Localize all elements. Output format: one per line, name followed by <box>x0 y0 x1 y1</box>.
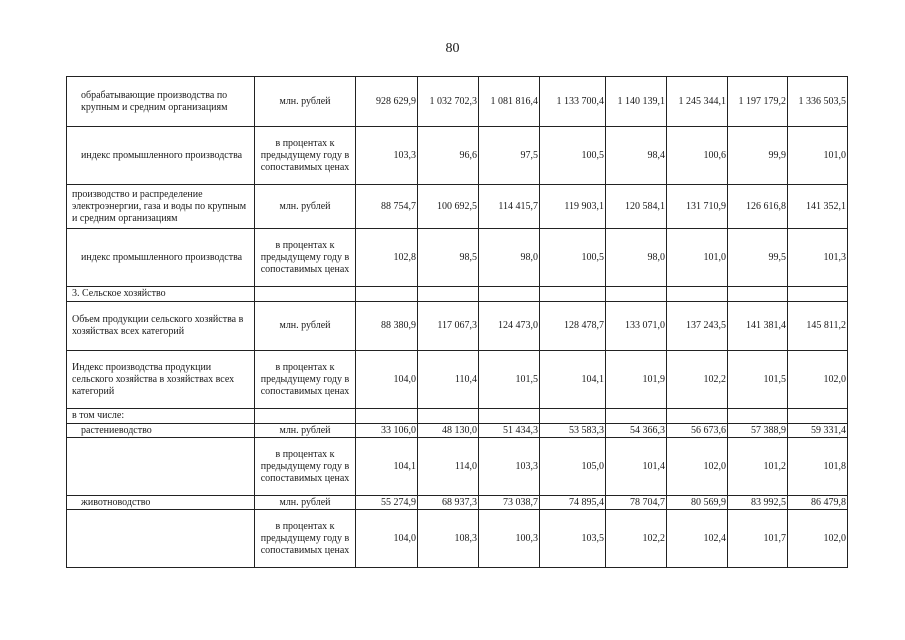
table-row <box>67 438 848 496</box>
value-cell: 103,3 <box>479 438 540 496</box>
value-cell: 1 081 816,4 <box>479 77 540 127</box>
unit-cell: в процентах к предыдущему году в сопоставимых ценах <box>255 438 356 496</box>
value-cell: 114 415,7 <box>479 185 540 229</box>
value-cell: 104,0 <box>356 510 418 568</box>
value-cell: 100,6 <box>667 127 728 185</box>
value-cell: 99,9 <box>728 127 788 185</box>
indicator-name: индекс промышленного производства <box>67 229 255 287</box>
value-cell <box>667 287 728 302</box>
unit-cell: в процентах к предыдущему году в сопоставимых ценах <box>255 510 356 568</box>
value-cell: 100 692,5 <box>418 185 479 229</box>
value-cell: 104,0 <box>356 351 418 409</box>
value-cell: 104,1 <box>356 438 418 496</box>
value-cell <box>788 409 848 424</box>
value-cell: 99,5 <box>728 229 788 287</box>
value-cell: 55 274,9 <box>356 496 418 510</box>
value-cell: 120 584,1 <box>606 185 667 229</box>
value-cell: 101,2 <box>728 438 788 496</box>
indicator-name: растениеводство <box>67 424 255 438</box>
value-cell: 1 133 700,4 <box>540 77 606 127</box>
value-cell: 103,5 <box>540 510 606 568</box>
value-cell: 101,3 <box>788 229 848 287</box>
value-cell: 102,0 <box>788 351 848 409</box>
value-cell: 131 710,9 <box>667 185 728 229</box>
unit-cell: млн. рублей <box>255 496 356 510</box>
value-cell: 1 245 344,1 <box>667 77 728 127</box>
value-cell: 102,0 <box>667 438 728 496</box>
value-cell: 96,6 <box>418 127 479 185</box>
value-cell: 137 243,5 <box>667 302 728 351</box>
unit-cell: млн. рублей <box>255 424 356 438</box>
value-cell: 928 629,9 <box>356 77 418 127</box>
table-row <box>67 302 848 351</box>
value-cell: 101,9 <box>606 351 667 409</box>
value-cell: 101,5 <box>479 351 540 409</box>
table-row <box>67 229 848 287</box>
value-cell: 1 140 139,1 <box>606 77 667 127</box>
value-cell: 100,5 <box>540 127 606 185</box>
table-row <box>67 127 848 185</box>
table-row <box>67 185 848 229</box>
indicator-name: Индекс производства продукции сельского хозяйства в хозяйствах всех категорий <box>67 351 255 409</box>
page-number: 80 <box>445 41 460 56</box>
value-cell: 102,0 <box>788 510 848 568</box>
value-cell: 102,2 <box>667 351 728 409</box>
value-cell: 102,8 <box>356 229 418 287</box>
value-cell <box>418 409 479 424</box>
value-cell: 1 197 179,2 <box>728 77 788 127</box>
value-cell: 110,4 <box>418 351 479 409</box>
table-row <box>67 424 848 438</box>
value-cell <box>356 287 418 302</box>
value-cell: 141 381,4 <box>728 302 788 351</box>
value-cell: 98,0 <box>606 229 667 287</box>
value-cell: 51 434,3 <box>479 424 540 438</box>
value-cell: 83 992,5 <box>728 496 788 510</box>
value-cell <box>606 287 667 302</box>
value-cell <box>606 409 667 424</box>
unit-cell: млн. рублей <box>255 302 356 351</box>
value-cell: 124 473,0 <box>479 302 540 351</box>
table-row <box>67 409 848 424</box>
value-cell: 98,5 <box>418 229 479 287</box>
value-cell: 73 038,7 <box>479 496 540 510</box>
value-cell <box>540 287 606 302</box>
value-cell <box>356 409 418 424</box>
subsection-label: в том числе: <box>67 409 255 424</box>
value-cell: 48 130,0 <box>418 424 479 438</box>
value-cell: 101,7 <box>728 510 788 568</box>
table-row <box>67 351 848 409</box>
unit-cell: в процентах к предыдущему году в сопоставимых ценах <box>255 127 356 185</box>
value-cell: 126 616,8 <box>728 185 788 229</box>
indicator-name: животноводство <box>67 496 255 510</box>
value-cell: 86 479,8 <box>788 496 848 510</box>
value-cell: 74 895,4 <box>540 496 606 510</box>
value-cell <box>667 409 728 424</box>
value-cell: 145 811,2 <box>788 302 848 351</box>
unit-cell: в процентах к предыдущему году в сопоставимых ценах <box>255 351 356 409</box>
value-cell: 59 331,4 <box>788 424 848 438</box>
table-row <box>67 77 848 127</box>
unit-cell <box>255 287 356 302</box>
value-cell: 128 478,7 <box>540 302 606 351</box>
table-row <box>67 510 848 568</box>
value-cell <box>479 287 540 302</box>
unit-cell: млн. рублей <box>255 77 356 127</box>
value-cell: 97,5 <box>479 127 540 185</box>
value-cell <box>728 409 788 424</box>
value-cell: 104,1 <box>540 351 606 409</box>
indicator-name <box>67 510 255 568</box>
table-row <box>67 287 848 302</box>
table-row <box>67 496 848 510</box>
value-cell: 98,0 <box>479 229 540 287</box>
value-cell <box>728 287 788 302</box>
value-cell <box>788 287 848 302</box>
indicator-name: производство и распределение электроэнергии, газа и воды по крупным и средним организациям <box>67 185 255 229</box>
value-cell <box>479 409 540 424</box>
value-cell: 88 380,9 <box>356 302 418 351</box>
value-cell: 56 673,6 <box>667 424 728 438</box>
value-cell: 101,8 <box>788 438 848 496</box>
value-cell: 101,0 <box>788 127 848 185</box>
indicator-name: обрабатывающие производства по крупным и средним организациям <box>67 77 255 127</box>
value-cell: 78 704,7 <box>606 496 667 510</box>
value-cell: 1 336 503,5 <box>788 77 848 127</box>
value-cell: 101,5 <box>728 351 788 409</box>
value-cell: 117 067,3 <box>418 302 479 351</box>
value-cell: 57 388,9 <box>728 424 788 438</box>
value-cell <box>418 287 479 302</box>
indicator-name: Объем продукции сельского хозяйства в хозяйствах всех категорий <box>67 302 255 351</box>
value-cell: 53 583,3 <box>540 424 606 438</box>
unit-cell: в процентах к предыдущему году в сопоставимых ценах <box>255 229 356 287</box>
value-cell: 33 106,0 <box>356 424 418 438</box>
value-cell <box>540 409 606 424</box>
unit-cell <box>255 409 356 424</box>
indicator-name <box>67 438 255 496</box>
value-cell: 98,4 <box>606 127 667 185</box>
value-cell: 114,0 <box>418 438 479 496</box>
value-cell: 1 032 702,3 <box>418 77 479 127</box>
value-cell: 141 352,1 <box>788 185 848 229</box>
value-cell: 103,3 <box>356 127 418 185</box>
value-cell: 105,0 <box>540 438 606 496</box>
indicator-name: индекс промышленного производства <box>67 127 255 185</box>
value-cell: 101,0 <box>667 229 728 287</box>
value-cell: 80 569,9 <box>667 496 728 510</box>
value-cell: 88 754,7 <box>356 185 418 229</box>
value-cell: 102,4 <box>667 510 728 568</box>
value-cell: 133 071,0 <box>606 302 667 351</box>
value-cell: 54 366,3 <box>606 424 667 438</box>
value-cell: 119 903,1 <box>540 185 606 229</box>
value-cell: 100,3 <box>479 510 540 568</box>
statistics-table <box>66 76 848 568</box>
value-cell: 100,5 <box>540 229 606 287</box>
value-cell: 68 937,3 <box>418 496 479 510</box>
value-cell: 101,4 <box>606 438 667 496</box>
unit-cell: млн. рублей <box>255 185 356 229</box>
value-cell: 108,3 <box>418 510 479 568</box>
value-cell: 102,2 <box>606 510 667 568</box>
section-heading: 3. Сельское хозяйство <box>67 287 255 302</box>
